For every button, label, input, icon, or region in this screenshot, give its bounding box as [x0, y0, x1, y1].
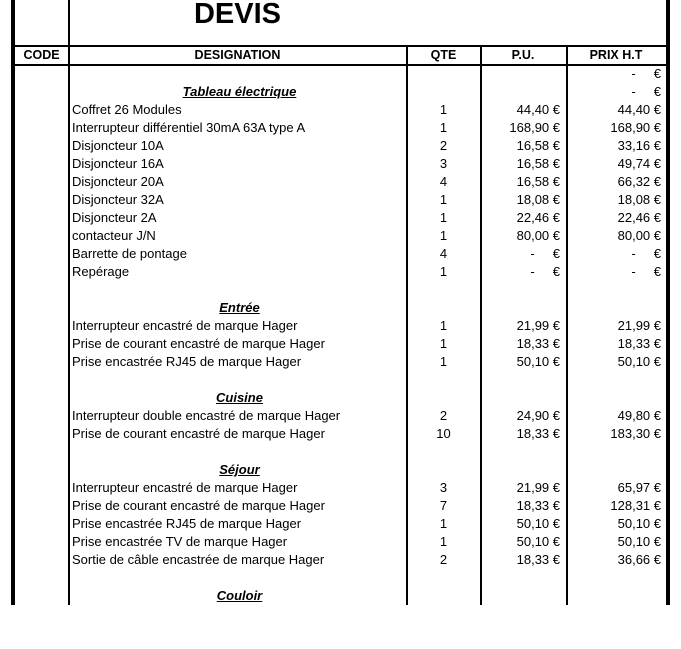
code-cell — [15, 83, 68, 101]
qte-cell — [407, 299, 480, 317]
prix-cell: 49,74 € — [617, 156, 661, 171]
section-title: Séjour — [219, 462, 260, 477]
code-cell — [15, 245, 68, 263]
designation-cell — [68, 569, 407, 587]
item-row — [15, 173, 666, 191]
item-row — [15, 551, 666, 569]
qte-cell — [407, 461, 480, 479]
pu-cell: 50,10 € — [516, 354, 560, 369]
qte-cell: 2 — [439, 408, 448, 423]
prix-cell — [566, 389, 666, 407]
pu-cell — [480, 461, 566, 479]
item-row — [15, 155, 666, 173]
qte-cell: 10 — [436, 426, 451, 441]
designation-cell — [68, 299, 407, 317]
pu-cell: 168,90 € — [509, 120, 560, 135]
item-row — [15, 137, 666, 155]
pu-cell: 44,40 € — [516, 102, 560, 117]
pu-cell: 50,10 € — [516, 516, 560, 531]
prix-cell: 22,46 € — [617, 210, 661, 225]
item-row — [15, 353, 666, 371]
designation-cell: Interrupteur encastré de marque Hager — [72, 480, 298, 495]
item-row — [15, 191, 666, 209]
code-cell — [15, 101, 68, 119]
code-cell — [15, 407, 68, 425]
designation-cell: Repérage — [72, 264, 130, 279]
code-cell — [15, 299, 68, 317]
header-designation: DESIGNATION — [194, 48, 281, 62]
prix-cell: 49,80 € — [617, 408, 661, 423]
qte-cell: 7 — [439, 498, 448, 513]
designation-cell: Disjoncteur 16A — [72, 156, 164, 171]
qte-cell — [407, 83, 480, 101]
designation-cell: Disjoncteur 10A — [72, 138, 164, 153]
designation-cell — [68, 461, 407, 479]
qte-cell — [407, 281, 480, 299]
code-cell — [15, 65, 68, 83]
designation-cell — [68, 281, 407, 299]
table-right-border — [666, 0, 670, 605]
designation-cell: Prise de courant encastré de marque Hager — [72, 336, 325, 351]
designation-cell: Prise de courant encastré de marque Hager — [72, 426, 325, 441]
pu-cell — [480, 83, 566, 101]
designation-cell: contacteur J/N — [72, 228, 156, 243]
item-row — [15, 245, 666, 263]
page-title: DEVIS — [193, 0, 282, 30]
header-code: CODE — [23, 48, 60, 62]
designation-cell: Interrupteur double encastré de marque Hager — [72, 408, 341, 423]
code-cell — [15, 191, 68, 209]
code-cell — [15, 533, 68, 551]
qte-cell: 4 — [439, 246, 448, 261]
designation-cell: Prise encastrée RJ45 de marque Hager — [72, 516, 302, 531]
pu-cell: 18,33 € — [516, 426, 560, 441]
prix-cell: 18,33 € — [617, 336, 661, 351]
prix-cell — [566, 281, 666, 299]
designation-cell: Barrette de pontage — [72, 246, 187, 261]
code-cell — [15, 461, 68, 479]
qte-cell: 1 — [439, 534, 448, 549]
pu-cell — [480, 587, 566, 605]
table-body — [15, 65, 666, 605]
qte-cell: 3 — [439, 480, 448, 495]
item-row — [15, 227, 666, 245]
pu-cell: 22,46 € — [516, 210, 560, 225]
prix-cell: - € — [631, 84, 661, 99]
pu-cell: - € — [530, 246, 560, 261]
prix-cell — [566, 299, 666, 317]
item-row — [15, 479, 666, 497]
pu-cell — [480, 371, 566, 389]
qte-cell: 4 — [439, 174, 448, 189]
qte-cell — [407, 587, 480, 605]
code-cell — [15, 479, 68, 497]
prix-cell: 21,99 € — [617, 318, 661, 333]
qte-cell — [407, 389, 480, 407]
prix-cell — [566, 461, 666, 479]
section-row — [15, 389, 666, 407]
designation-cell — [68, 587, 407, 605]
qte-cell — [407, 569, 480, 587]
header-qte: QTE — [430, 48, 457, 62]
qte-cell: 1 — [439, 516, 448, 531]
item-row — [15, 317, 666, 335]
prix-cell: - € — [631, 66, 661, 81]
blank-row — [15, 65, 666, 83]
item-row — [15, 425, 666, 443]
header-prix: PRIX H.T — [589, 48, 643, 62]
pu-cell: 18,33 € — [516, 552, 560, 567]
qte-cell: 1 — [439, 192, 448, 207]
prix-cell — [566, 587, 666, 605]
pu-cell: 18,33 € — [516, 336, 560, 351]
section-title: Couloir — [216, 588, 263, 603]
prix-cell: 50,10 € — [617, 516, 661, 531]
designation-cell: Interrupteur différentiel 30mA 63A type A — [72, 120, 306, 135]
prix-cell — [566, 443, 666, 461]
pu-cell — [480, 65, 566, 83]
code-cell — [15, 353, 68, 371]
blank-row — [15, 443, 666, 461]
item-row — [15, 263, 666, 281]
designation-cell — [68, 83, 407, 101]
section-row — [15, 83, 666, 101]
pu-cell — [480, 281, 566, 299]
code-cell — [15, 587, 68, 605]
prix-cell: 18,08 € — [617, 192, 661, 207]
designation-cell — [68, 389, 407, 407]
prix-cell: 33,16 € — [617, 138, 661, 153]
code-cell — [15, 515, 68, 533]
designation-cell — [68, 65, 407, 83]
code-cell — [15, 317, 68, 335]
prix-cell: 50,10 € — [617, 354, 661, 369]
item-row — [15, 209, 666, 227]
pu-cell — [480, 389, 566, 407]
code-cell — [15, 389, 68, 407]
prix-cell — [566, 569, 666, 587]
designation-cell: Prise de courant encastré de marque Hager — [72, 498, 325, 513]
designation-cell: Sortie de câble encastrée de marque Hager — [72, 552, 325, 567]
blank-row — [15, 371, 666, 389]
pu-cell: 21,99 € — [516, 318, 560, 333]
prix-cell: - € — [631, 264, 661, 279]
qte-cell: 1 — [439, 120, 448, 135]
item-row — [15, 407, 666, 425]
prix-cell — [566, 371, 666, 389]
qte-cell: 1 — [439, 264, 448, 279]
designation-cell: Disjoncteur 2A — [72, 210, 157, 225]
designation-cell: Prise encastrée TV de marque Hager — [72, 534, 288, 549]
qte-cell: 1 — [439, 228, 448, 243]
pu-cell — [480, 299, 566, 317]
designation-cell: Interrupteur encastré de marque Hager — [72, 318, 298, 333]
item-row — [15, 515, 666, 533]
section-row — [15, 587, 666, 605]
qte-cell — [407, 65, 480, 83]
prix-cell: 128,31 € — [610, 498, 661, 513]
prix-cell: 66,32 € — [617, 174, 661, 189]
pu-cell — [480, 569, 566, 587]
prix-cell: 44,40 € — [617, 102, 661, 117]
code-cell — [15, 137, 68, 155]
item-row — [15, 119, 666, 137]
pu-cell: 24,90 € — [516, 408, 560, 423]
code-cell — [15, 227, 68, 245]
prix-cell: 183,30 € — [610, 426, 661, 441]
qte-cell — [407, 371, 480, 389]
pu-cell: 18,33 € — [516, 498, 560, 513]
designation-cell: Prise encastrée RJ45 de marque Hager — [72, 354, 302, 369]
code-cell — [15, 371, 68, 389]
code-cell — [15, 551, 68, 569]
designation-cell — [68, 443, 407, 461]
blank-row — [15, 281, 666, 299]
designation-cell: Disjoncteur 20A — [72, 174, 164, 189]
prix-cell: 80,00 € — [617, 228, 661, 243]
table-header-row — [15, 46, 666, 64]
pu-cell: 16,58 € — [516, 156, 560, 171]
prix-cell: 36,66 € — [617, 552, 661, 567]
code-cell — [15, 425, 68, 443]
qte-cell: 1 — [439, 354, 448, 369]
pu-cell: 16,58 € — [516, 138, 560, 153]
code-cell — [15, 209, 68, 227]
prix-cell: 65,97 € — [617, 480, 661, 495]
qte-cell: 1 — [439, 336, 448, 351]
code-cell — [15, 173, 68, 191]
qte-cell — [407, 443, 480, 461]
prix-cell: 50,10 € — [617, 534, 661, 549]
code-cell — [15, 335, 68, 353]
item-row — [15, 533, 666, 551]
blank-row — [15, 569, 666, 587]
section-title: Entrée — [219, 300, 260, 315]
item-row — [15, 497, 666, 515]
qte-cell: 3 — [439, 156, 448, 171]
prix-cell: 168,90 € — [610, 120, 661, 135]
pu-cell: 21,99 € — [516, 480, 560, 495]
header-pu: P.U. — [511, 48, 535, 62]
code-cell — [15, 443, 68, 461]
code-cell — [15, 569, 68, 587]
code-cell — [15, 263, 68, 281]
code-cell — [15, 155, 68, 173]
pu-cell: - € — [530, 264, 560, 279]
qte-cell: 1 — [439, 210, 448, 225]
section-title: Tableau électrique — [182, 84, 297, 99]
qte-cell: 2 — [439, 552, 448, 567]
qte-cell: 2 — [439, 138, 448, 153]
section-title: Cuisine — [216, 390, 263, 405]
designation-cell — [68, 371, 407, 389]
item-row — [15, 101, 666, 119]
designation-cell: Disjoncteur 32A — [72, 192, 164, 207]
qte-cell: 1 — [439, 102, 448, 117]
pu-cell: 18,08 € — [516, 192, 560, 207]
pu-cell — [480, 443, 566, 461]
pu-cell: 16,58 € — [516, 174, 560, 189]
code-cell — [15, 119, 68, 137]
code-cell — [15, 281, 68, 299]
item-row — [15, 335, 666, 353]
code-cell — [15, 497, 68, 515]
prix-cell: - € — [631, 246, 661, 261]
section-row — [15, 461, 666, 479]
section-row — [15, 299, 666, 317]
pu-cell: 50,10 € — [516, 534, 560, 549]
pu-cell: 80,00 € — [516, 228, 560, 243]
designation-cell: Coffret 26 Modules — [72, 102, 182, 117]
qte-cell: 1 — [439, 318, 448, 333]
